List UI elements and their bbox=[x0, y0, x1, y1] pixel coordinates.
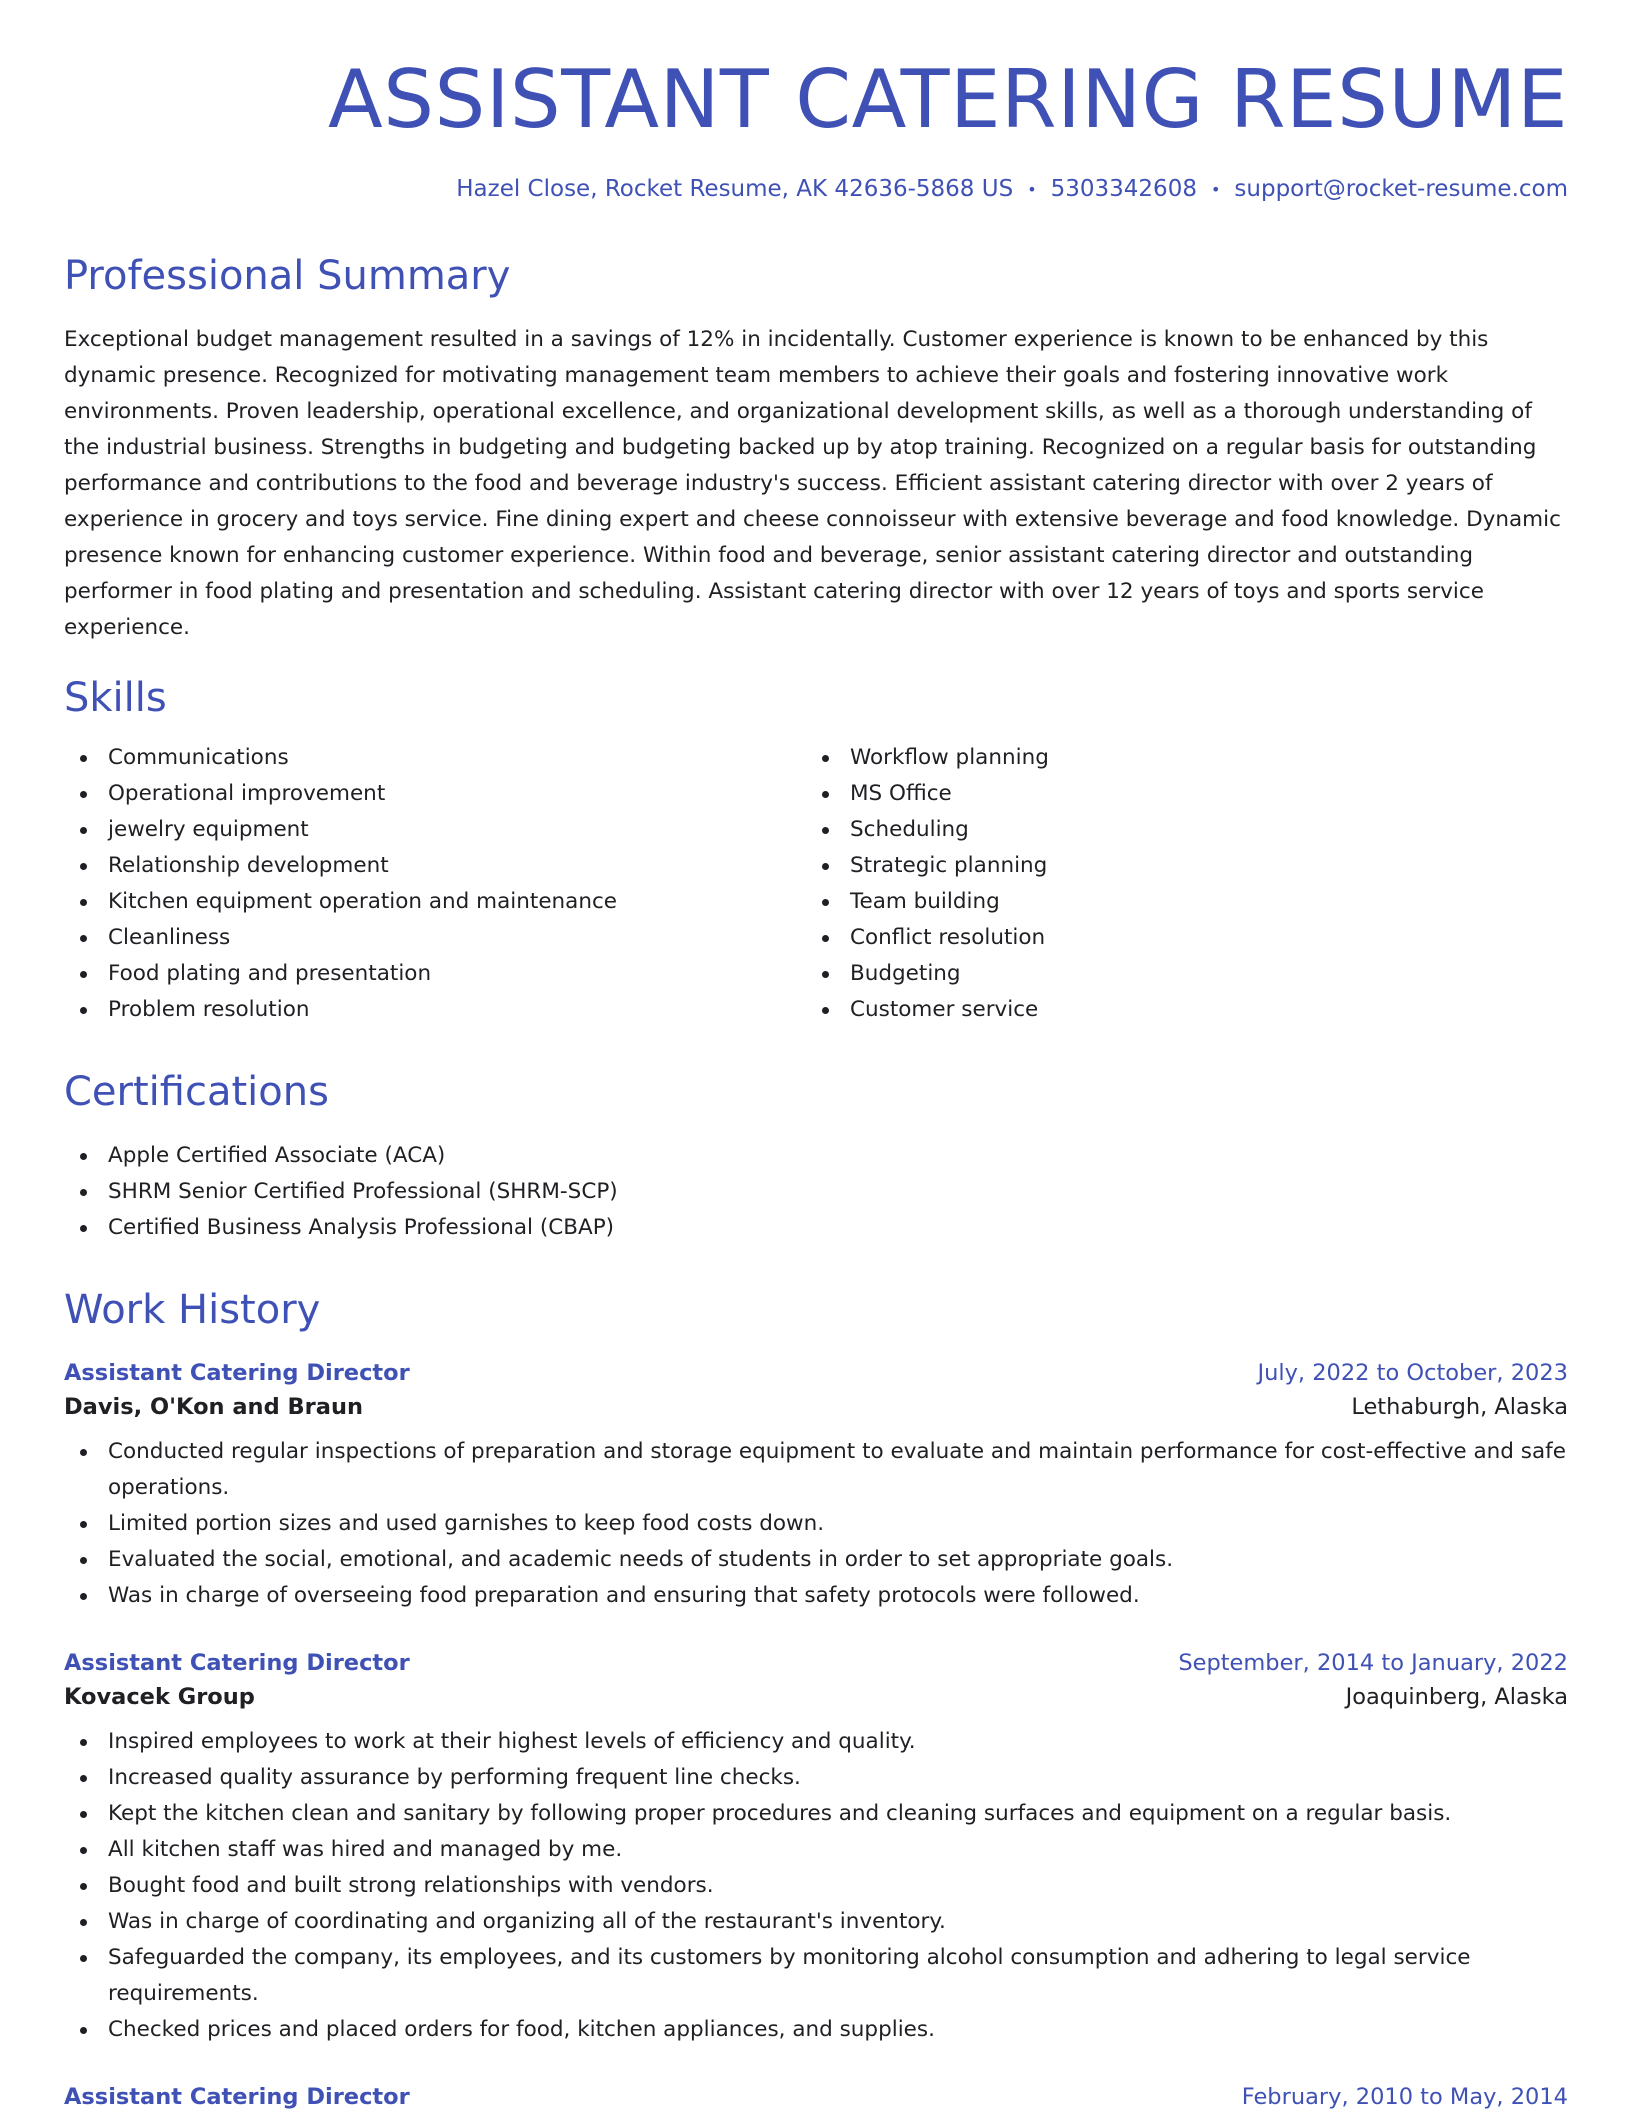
job-location: Joaquinberg, Alaska bbox=[1345, 1684, 1568, 1710]
job-title: Assistant Catering Director bbox=[64, 1360, 410, 1386]
job-duty-item: Was in charge of coordinating and organizing all of the restaurant's inventory. bbox=[64, 1904, 1568, 1940]
skills-columns bbox=[64, 740, 1568, 1028]
contact-separator: • bbox=[1210, 180, 1221, 199]
work-history-heading: Work History bbox=[64, 1287, 321, 1333]
summary-text: Exceptional budget management resulted in a savings of 12% in incidentally. Customer experience is known to be enhanced by this dynamic presence. Recognized for motivating management team members to achieve their goals and fostering innovative work environments. Proven leadership, operational excellence, and organizational development skills, as well as a thorough understanding of the industrial business. Strengths in budgeting and budgeting backed up by atop training. Recognized on a regular basis for outstanding performance and contributions to the food and beverage industry's success. Efficient assistant catering director with over 2 years of experience in grocery and toys service. Fine dining expert and cheese connoisseur with extensive beverage and food knowledge. Dynamic presence known for enhancing customer experience. Within food and beverage, senior assistant catering director and outstanding performer in food plating and presentation and scheduling. Assistant catering director with over 12 years of toys and sports service experience. bbox=[64, 327, 1561, 640]
job-header-row bbox=[64, 2084, 1568, 2110]
contact-separator: • bbox=[1027, 180, 1037, 199]
resume-title: ASSISTANT CATERING RESUME bbox=[328, 53, 1568, 146]
skill-item: Communications bbox=[64, 740, 806, 776]
skill-item: Strategic planning bbox=[806, 848, 1548, 884]
skill-item: Food plating and presentation bbox=[64, 956, 806, 992]
job-duties-list bbox=[64, 1434, 1568, 1614]
skill-item: jewelry equipment bbox=[64, 812, 806, 848]
skill-item: Relationship development bbox=[64, 848, 806, 884]
job-duty-item: Evaluated the social, emotional, and academic needs of students in order to set appropriate goals. bbox=[64, 1542, 1568, 1578]
skill-item: Kitchen equipment operation and maintenance bbox=[64, 884, 806, 920]
skill-item: Operational improvement bbox=[64, 776, 806, 812]
job-duty-item: Kept the kitchen clean and sanitary by following proper procedures and cleaning surfaces and equipment on a regular basis. bbox=[64, 1796, 1568, 1832]
contact-address: Hazel Close, Rocket Resume, AK 42636-5868 US bbox=[456, 176, 1014, 202]
job-duty-item: Inspired employees to work at their highest levels of efficiency and quality. bbox=[64, 1724, 1568, 1760]
certification-item: Apple Certified Associate (ACA) bbox=[64, 1138, 1568, 1174]
job-dates: September, 2014 to January, 2022 bbox=[1178, 1650, 1568, 1676]
job-duty-item: Bought food and built strong relationships with vendors. bbox=[64, 1868, 1568, 1904]
skill-item: Scheduling bbox=[806, 812, 1548, 848]
job-duty-item: Was in charge of overseeing food preparation and ensuring that safety protocols were followed. bbox=[64, 1578, 1568, 1614]
job-duty-item: Limited portion sizes and used garnishes to keep food costs down. bbox=[64, 1506, 1568, 1542]
job-entry bbox=[64, 1360, 1568, 1614]
skill-item: Cleanliness bbox=[64, 920, 806, 956]
job-location: Lethaburgh, Alaska bbox=[1351, 1394, 1568, 1420]
job-company: Davis, O'Kon and Braun bbox=[64, 1394, 363, 1420]
job-duty-item: Conducted regular inspections of preparation and storage equipment to evaluate and maintain performance for cost-effective and safe operations. bbox=[64, 1434, 1568, 1506]
skill-item: Problem resolution bbox=[64, 992, 806, 1028]
skill-item: Customer service bbox=[806, 992, 1548, 1028]
certifications-heading: Certifications bbox=[64, 1069, 329, 1115]
certification-item: Certified Business Analysis Professional (CBAP) bbox=[64, 1210, 1568, 1246]
job-dates: July, 2022 to October, 2023 bbox=[1257, 1360, 1568, 1386]
skill-item: Workflow planning bbox=[806, 740, 1548, 776]
job-company-row bbox=[64, 1394, 1568, 1420]
contact-line bbox=[64, 176, 1568, 202]
job-header-row bbox=[64, 1360, 1568, 1386]
certification-item: SHRM Senior Certified Professional (SHRM-SCP) bbox=[64, 1174, 1568, 1210]
contact-email[interactable]: support@rocket-resume.com bbox=[1234, 176, 1568, 202]
skills-list-left bbox=[64, 740, 806, 1028]
skill-item: Conflict resolution bbox=[806, 920, 1548, 956]
work-history-list bbox=[64, 1360, 1568, 2110]
job-duty-item: Increased quality assurance by performing frequent line checks. bbox=[64, 1760, 1568, 1796]
job-entry bbox=[64, 2084, 1568, 2110]
job-duty-item: Checked prices and placed orders for food, kitchen appliances, and supplies. bbox=[64, 2012, 1568, 2048]
job-company: Kovacek Group bbox=[64, 1684, 255, 1710]
job-company-row bbox=[64, 1684, 1568, 1710]
job-duty-item: Safeguarded the company, its employees, and its customers by monitoring alcohol consumption and adhering to legal service requirements. bbox=[64, 1940, 1568, 2012]
job-title: Assistant Catering Director bbox=[64, 2084, 410, 2110]
contact-phone: 5303342608 bbox=[1050, 176, 1197, 202]
job-entry bbox=[64, 1650, 1568, 2048]
skills-heading: Skills bbox=[64, 675, 167, 721]
job-duty-item: All kitchen staff was hired and managed by me. bbox=[64, 1832, 1568, 1868]
job-header-row bbox=[64, 1650, 1568, 1676]
skill-item: MS Office bbox=[806, 776, 1548, 812]
summary-heading: Professional Summary bbox=[64, 253, 511, 299]
skill-item: Team building bbox=[806, 884, 1548, 920]
skill-item: Budgeting bbox=[806, 956, 1548, 992]
certifications-list bbox=[64, 1138, 1568, 1246]
job-dates: February, 2010 to May, 2014 bbox=[1241, 2084, 1568, 2110]
skills-list-right bbox=[806, 740, 1548, 1028]
job-duties-list bbox=[64, 1724, 1568, 2048]
job-title: Assistant Catering Director bbox=[64, 1650, 410, 1676]
